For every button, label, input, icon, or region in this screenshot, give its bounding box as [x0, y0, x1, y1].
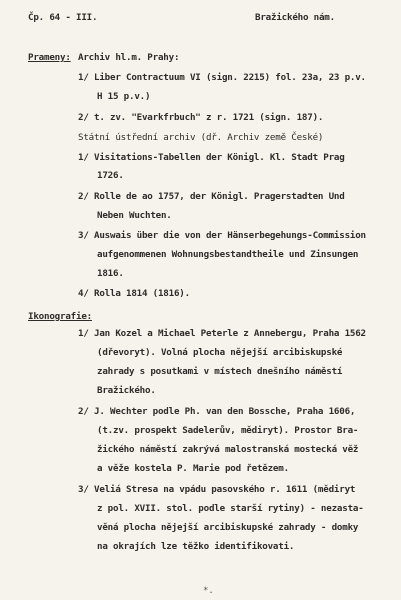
- iconography-line: 3/ Veliá Stresa na vpádu pasovského r. 1611 (mědiryt: [78, 484, 356, 495]
- iconography-line: Bražického.: [97, 385, 156, 396]
- source-line: aufgenommenen Wohnungsbestandtheile und Zinsungen: [97, 249, 359, 260]
- footer-mark: *.: [203, 586, 214, 596]
- iconography-line: a věže kostela P. Marie pod řetězem.: [97, 463, 289, 474]
- iconography-line: 2/ J. Wechter podle Ph. van den Bossche, Praha 1606,: [78, 406, 356, 417]
- sources-archive-prague: Archiv hl.m. Prahy:: [78, 52, 180, 63]
- iconography-line: žického náměstí zakrývá malostranská mostecká věž: [97, 444, 359, 455]
- iconography-line: zahrady s posutkami v místech dnešního náměstí: [97, 366, 343, 377]
- iconography-line: na okrajích lze těžko identifikovati.: [97, 541, 295, 552]
- source-line: H 15 p.v.): [97, 91, 151, 102]
- source-line: 2/ t. zv. "Evarkfrbuch" z r. 1721 (sign. 187).: [78, 112, 324, 123]
- iconography-line: z pol. XVII. stol. podle starší rytiny) - nezasta-: [97, 503, 364, 514]
- iconography-line: (t.zv. prospekt Sadelerův, mědiryt). Prostor Bra-: [97, 425, 359, 436]
- sources-heading: Prameny:: [28, 52, 71, 63]
- source-line: Státní ústřední archiv (dř. Archiv země České): [78, 132, 324, 143]
- source-line: 2/ Rolle de ao 1757, der Königl. Pragerstadten Und: [78, 191, 345, 202]
- source-line: 4/ Rolla 1814 (1816).: [78, 288, 190, 299]
- iconography-line: 1/ Jan Kozel a Michael Peterle z Annebergu, Praha 1562: [78, 328, 366, 339]
- street-header: Bražického nám.: [255, 12, 335, 23]
- source-line: 3/ Auswais über die von der Hänserbegehungs-Commission: [78, 230, 366, 241]
- source-line: 1726.: [97, 170, 124, 181]
- source-line: 1816.: [97, 268, 124, 279]
- source-line: 1/ Liber Contractuum VI (sign. 2215) fol. 23a, 23 p.v.: [78, 72, 366, 83]
- source-line: 1/ Visitations-Tabellen der Königl. Kl. Stadt Prag: [78, 152, 345, 163]
- iconography-heading: Ikonografie:: [28, 311, 92, 322]
- iconography-line: věná plocha nějejší arcibiskupské zahrady - domky: [97, 522, 359, 533]
- iconography-line: (dřevoryt). Volná plocha nějejší arcibiskupské: [97, 347, 343, 358]
- source-line: Neben Wuchten.: [97, 210, 172, 221]
- page-number-header: Čp. 64 - III.: [28, 12, 98, 23]
